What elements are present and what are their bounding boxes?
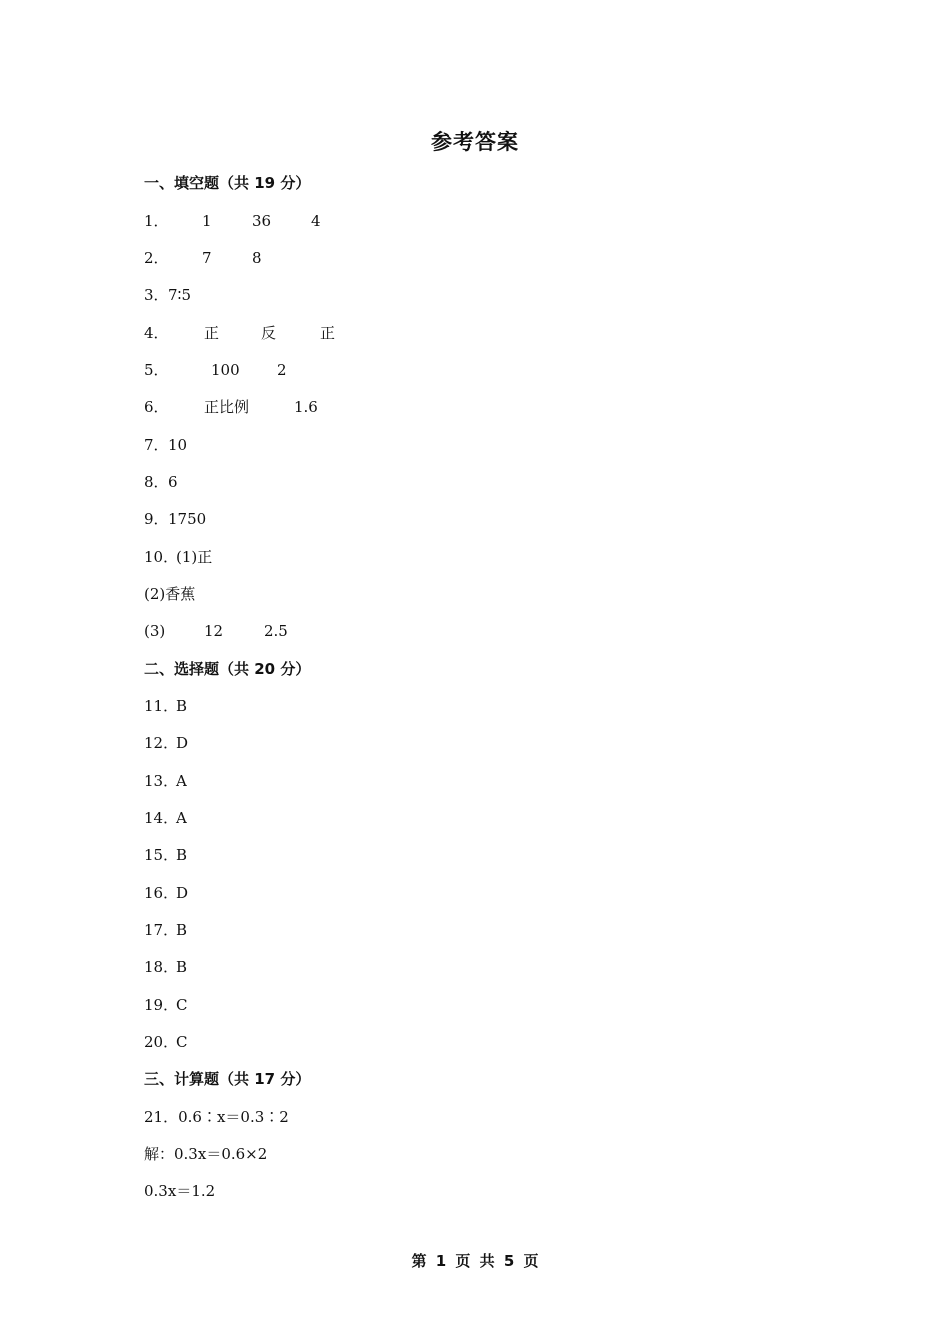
question-number: 6． <box>144 398 169 416</box>
question-number: 12． <box>144 734 179 752</box>
answer-value: B <box>176 697 188 715</box>
section-heading-choice: 二、选择题（共 20 分） <box>144 660 311 678</box>
answer-value: A <box>176 772 187 790</box>
page-title: 参考答案 <box>431 130 519 154</box>
question-number: 13． <box>144 772 179 790</box>
question-number: 8． <box>144 473 169 491</box>
question-number: 18． <box>144 958 179 976</box>
answer-value: 100 <box>211 361 240 379</box>
question-number: 2． <box>144 249 169 267</box>
answer-value: 正 <box>320 324 336 342</box>
question-number: 7． <box>144 436 169 454</box>
answer-value: 4 <box>311 212 321 230</box>
answer-value: 正 <box>204 324 220 342</box>
page-footer: 第 1 页 共 5 页 <box>411 1252 539 1270</box>
answer-value: 2.5 <box>264 622 288 640</box>
answer-value: C <box>176 1033 188 1051</box>
answer-value: 1750 <box>168 510 207 528</box>
answer-value: B <box>176 921 188 939</box>
answer-value: A <box>176 809 187 827</box>
question-number: 3． <box>144 286 169 304</box>
answer-value: 10 <box>168 436 188 454</box>
question-number: 10． <box>144 548 179 566</box>
calc-line: 0.3x＝1.2 <box>144 1182 216 1200</box>
answer-value: B <box>176 958 188 976</box>
answer-value: D <box>176 884 189 902</box>
calc-line: 21．0.6∶x＝0.3∶2 <box>144 1108 289 1126</box>
question-number: 4． <box>144 324 169 342</box>
question-number: 15． <box>144 846 179 864</box>
answer-value: 7∶5 <box>168 286 191 304</box>
question-number: 1． <box>144 212 169 230</box>
answer-value: 6 <box>168 473 178 491</box>
question-number: (3) <box>144 622 166 640</box>
question-number: 16． <box>144 884 179 902</box>
answer-value: (2)香蕉 <box>144 585 196 603</box>
answer-value: 1.6 <box>294 398 318 416</box>
answer-value: 36 <box>252 212 272 230</box>
question-number: 20． <box>144 1033 179 1051</box>
answer-value: C <box>176 996 188 1014</box>
question-number: 11． <box>144 697 179 715</box>
answer-value: 2 <box>277 361 287 379</box>
calc-line: 解：0.3x＝0.6×2 <box>144 1145 268 1163</box>
question-number: 14． <box>144 809 179 827</box>
question-number: 17． <box>144 921 179 939</box>
answer-value: 7 <box>202 249 212 267</box>
answer-value: 1 <box>202 212 212 230</box>
question-number: 9． <box>144 510 169 528</box>
question-number: 19． <box>144 996 179 1014</box>
question-number: 5． <box>144 361 169 379</box>
answer-value: 反 <box>261 324 277 342</box>
answer-value: D <box>176 734 189 752</box>
answer-value: B <box>176 846 188 864</box>
answer-value: 正比例 <box>204 398 250 416</box>
section-heading-fill: 一、填空题（共 19 分） <box>144 174 311 192</box>
answer-value: 8 <box>252 249 262 267</box>
answer-value: 12 <box>204 622 224 640</box>
section-heading-calc: 三、计算题（共 17 分） <box>144 1070 311 1088</box>
answer-value: (1)正 <box>176 548 213 566</box>
